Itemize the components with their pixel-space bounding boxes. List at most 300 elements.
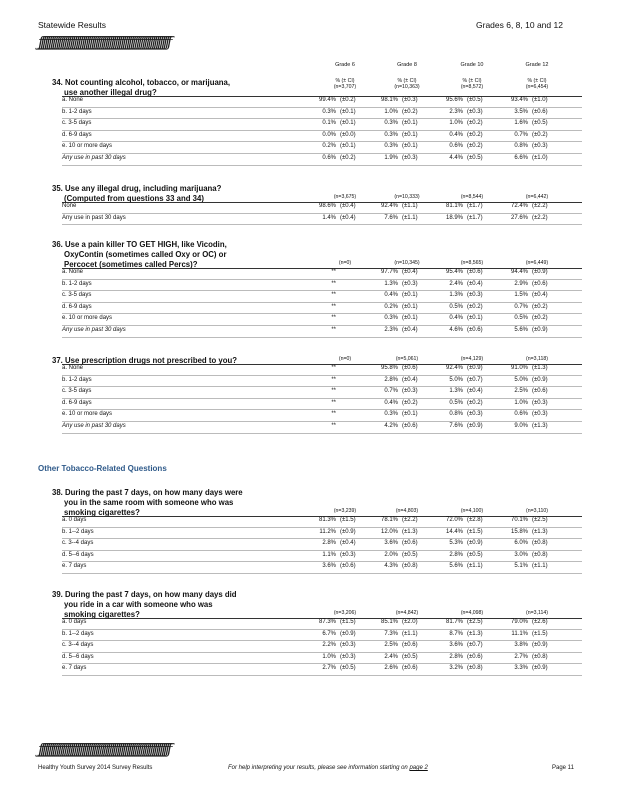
percent-value: 5.1% xyxy=(514,563,528,570)
sample-size: (n=3,206) xyxy=(333,610,357,616)
confidence-interval: (±1.3) xyxy=(402,528,418,535)
confidence-interval: (±0.9) xyxy=(532,665,548,672)
percent-value: 0.0% xyxy=(322,131,336,138)
confidence-interval: (±0.5) xyxy=(340,665,356,672)
confidence-interval: (±2.2) xyxy=(532,214,548,221)
percent-value: 2.9% xyxy=(514,280,528,287)
question-title-line: Percocet (sometimes called Percs)? xyxy=(64,260,198,269)
percent-value: 2.4% xyxy=(384,653,398,660)
percent-value: 4.2% xyxy=(384,423,398,429)
row-label: e. 7 days xyxy=(62,563,87,570)
percent-value: 95.8% xyxy=(380,365,398,371)
footer-help-text xyxy=(228,765,428,771)
question-title-line: you ride in a car with someone who was xyxy=(64,600,213,609)
percent-value: 0.4% xyxy=(384,399,398,406)
confidence-interval: (±0.9) xyxy=(340,630,356,637)
percent-value: 0.4% xyxy=(449,315,463,322)
sample-size: (n=5,061) xyxy=(395,356,419,362)
header-left: Statewide Results xyxy=(38,20,107,30)
percent-value: 1.9% xyxy=(384,155,398,161)
percent-value: 0.3% xyxy=(384,120,398,127)
confidence-interval: (±0.9) xyxy=(532,376,548,383)
percent-value: 0.4% xyxy=(449,131,463,138)
percent-value: 0.7% xyxy=(514,131,528,138)
question-title-line: 38. During the past 7 days, on how many days were xyxy=(52,488,243,497)
confidence-interval: (±0.5) xyxy=(467,551,483,558)
percent-value: 6.6% xyxy=(514,155,528,161)
confidence-interval: (±0.9) xyxy=(467,365,483,371)
confidence-interval: (±0.5) xyxy=(467,97,483,103)
percent-value: 1.6% xyxy=(514,120,528,127)
row-label: None xyxy=(62,203,77,209)
percent-value: ** xyxy=(331,269,336,275)
percent-value: 18.9% xyxy=(445,214,463,221)
percent-value: ** xyxy=(331,399,336,406)
question-title xyxy=(52,488,312,518)
percent-value: ** xyxy=(331,388,336,395)
percent-value: 7.6% xyxy=(449,423,463,429)
confidence-interval: (±0.2) xyxy=(340,155,356,161)
confidence-interval: (±0.1) xyxy=(402,131,418,138)
row-label: a. None xyxy=(62,365,84,371)
confidence-interval: (±0.3) xyxy=(532,143,548,150)
row-separator xyxy=(62,421,582,422)
confidence-interval: (±0.4) xyxy=(340,214,356,221)
percent-value: 92.4% xyxy=(445,365,463,371)
row-label: a. 0 days xyxy=(62,619,87,625)
confidence-interval: (±0.4) xyxy=(402,376,418,383)
percent-value: 0.3% xyxy=(384,315,398,322)
sample-size: (n=4,100) xyxy=(460,508,484,514)
confidence-interval: (±0.5) xyxy=(402,551,418,558)
grade-label: Grade 8 xyxy=(397,62,417,68)
confidence-interval: (±0.3) xyxy=(402,388,418,395)
sample-size: (n=6,454) xyxy=(525,84,549,90)
row-separator xyxy=(62,313,582,314)
confidence-interval: (±0.9) xyxy=(532,327,548,333)
percent-value: 3.6% xyxy=(449,642,463,649)
confidence-interval: (±0.4) xyxy=(402,327,418,333)
confidence-interval: (±2.6) xyxy=(532,619,548,625)
percent-value: 0.1% xyxy=(322,120,336,127)
row-label: a. None xyxy=(62,269,84,275)
footer-page-link[interactable]: page 2 xyxy=(409,765,428,771)
percent-value: 5.6% xyxy=(514,327,528,333)
sample-size: (n=4,842) xyxy=(395,610,419,616)
confidence-interval: (±0.3) xyxy=(532,399,548,406)
percent-value: 85.1% xyxy=(380,619,398,625)
row-separator xyxy=(62,279,582,280)
confidence-interval: (±0.6) xyxy=(402,423,418,429)
confidence-interval: (±0.1) xyxy=(402,411,418,418)
ci-label: % (± CI) xyxy=(527,78,547,84)
confidence-interval: (±0.1) xyxy=(402,303,418,310)
confidence-interval: (±1.7) xyxy=(467,203,483,209)
confidence-interval: (±0.7) xyxy=(467,376,483,383)
percent-value: 2.4% xyxy=(449,280,463,287)
percent-value: ** xyxy=(331,411,336,418)
confidence-interval: (±0.2) xyxy=(467,143,483,150)
percent-value: 5.6% xyxy=(449,563,463,570)
row-separator xyxy=(62,398,582,399)
row-label: c. 3-5 days xyxy=(62,120,92,127)
percent-value: 0.3% xyxy=(322,108,336,115)
question-title-line: OxyContin (sometimes called Oxy or OC) or xyxy=(64,250,227,259)
percent-value: 99.4% xyxy=(318,97,336,103)
confidence-interval: (±1.3) xyxy=(532,528,548,535)
percent-value: 2.7% xyxy=(322,665,336,672)
percent-value: 3.6% xyxy=(384,540,398,547)
row-label: e. 10 or more days xyxy=(62,315,113,322)
percent-value: 5.0% xyxy=(514,376,528,383)
percent-value: 2.8% xyxy=(384,376,398,383)
percent-value: 9.0% xyxy=(514,423,528,429)
sample-size: (n=8,544) xyxy=(460,194,484,200)
sample-size: (n=3,118) xyxy=(526,356,548,362)
sample-size: (n=0) xyxy=(338,260,352,266)
question-title-line: 39. During the past 7 days, on how many days did xyxy=(52,590,237,599)
confidence-interval: (±1.1) xyxy=(402,203,418,209)
confidence-interval: (±1.5) xyxy=(340,517,356,523)
ci-label: % (± CI) xyxy=(397,78,417,84)
confidence-interval: (±0.6) xyxy=(402,540,418,547)
row-separator xyxy=(62,337,582,338)
confidence-interval: (±0.3) xyxy=(467,108,483,115)
footer-page-number: Page 11 xyxy=(552,765,574,771)
percent-value: 14.4% xyxy=(445,528,463,535)
sample-size: (n=6,449) xyxy=(525,260,549,266)
row-separator xyxy=(62,409,582,410)
row-label: c. 3-5 days xyxy=(62,388,92,395)
row-separator xyxy=(62,224,582,225)
row-separator xyxy=(62,375,582,376)
percent-value: 8.7% xyxy=(449,630,463,637)
row-separator xyxy=(62,302,582,303)
row-label: d. 6-9 days xyxy=(62,131,92,138)
percent-value: 2.5% xyxy=(514,388,528,395)
percent-value: 81.1% xyxy=(445,203,463,209)
percent-value: 0.8% xyxy=(514,143,528,150)
percent-value: 0.7% xyxy=(514,303,528,310)
question-title-line: 36. Use a pain killer TO GET HIGH, like Vicodin, xyxy=(52,240,227,249)
confidence-interval: (±2.8) xyxy=(467,517,483,523)
percent-value: ** xyxy=(331,327,336,333)
confidence-interval: (±0.1) xyxy=(340,120,356,127)
percent-value: 6.0% xyxy=(514,540,528,547)
grade-label: Grade 12 xyxy=(525,62,549,68)
grade-header xyxy=(372,62,442,69)
percent-value: 0.3% xyxy=(384,143,398,150)
percent-value: 4.3% xyxy=(384,563,398,570)
sample-size: (n=3,114) xyxy=(526,610,548,616)
confidence-interval: (±1.3) xyxy=(467,630,483,637)
percent-value: 11.2% xyxy=(319,528,336,535)
row-label: c. 3--4 days xyxy=(62,540,94,547)
percent-value: 3.5% xyxy=(514,108,528,115)
percent-value: 3.3% xyxy=(514,665,528,672)
percent-value: 91.0% xyxy=(510,365,528,371)
confidence-interval: (±0.3) xyxy=(340,653,356,660)
confidence-interval: (±2.2) xyxy=(402,517,418,523)
confidence-interval: (±0.9) xyxy=(532,269,548,275)
percent-value: 3.8% xyxy=(514,642,528,649)
confidence-interval: (±0.1) xyxy=(402,143,418,150)
percent-value: 0.3% xyxy=(384,131,398,138)
percent-value: 12.0% xyxy=(380,528,398,535)
percent-value: 0.4% xyxy=(384,292,398,299)
footer-left: Healthy Youth Survey 2014 Survey Results xyxy=(38,765,153,771)
confidence-interval: (±0.2) xyxy=(402,399,418,406)
question-title-line: 34. Not counting alcohol, tobacco, or marijuana, xyxy=(52,78,231,87)
row-label: d. 5--6 days xyxy=(62,653,94,660)
confidence-interval: (±2.5) xyxy=(467,619,483,625)
percent-value: 0.2% xyxy=(322,143,336,150)
confidence-interval: (±0.4) xyxy=(402,269,418,275)
row-separator xyxy=(62,118,582,119)
percent-value: 1.3% xyxy=(449,292,463,299)
confidence-interval: (±0.4) xyxy=(340,203,356,209)
percent-value: 95.4% xyxy=(445,269,463,275)
confidence-interval: (±0.6) xyxy=(532,280,548,287)
percent-value: 0.6% xyxy=(449,143,463,150)
sample-size: (n=4,098) xyxy=(460,610,484,616)
confidence-interval: (±0.2) xyxy=(532,303,548,310)
confidence-interval: (±0.4) xyxy=(467,280,483,287)
question-title-line: 35. Use any illegal drug, including marijuana? xyxy=(52,184,222,193)
confidence-interval: (±0.2) xyxy=(467,399,483,406)
percent-value: 7.3% xyxy=(384,630,398,637)
row-separator xyxy=(62,652,582,653)
percent-value: 2.7% xyxy=(514,653,528,660)
question-title-line: 37. Use prescription drugs not prescribed to you? xyxy=(52,356,237,365)
row-label: a. None xyxy=(62,97,84,103)
row-label: Any use in past 30 days xyxy=(62,327,126,333)
confidence-interval: (±0.9) xyxy=(340,528,356,535)
confidence-interval: (±2.2) xyxy=(532,203,548,209)
sample-size: (n=4,803) xyxy=(395,508,419,514)
sample-size: (n=8,565) xyxy=(460,260,484,266)
confidence-interval: (±0.1) xyxy=(402,120,418,127)
confidence-interval: (±0.3) xyxy=(402,97,418,103)
sample-size: (n=10,333) xyxy=(394,194,420,200)
percent-value: 2.3% xyxy=(384,327,398,333)
confidence-interval: (±0.3) xyxy=(340,642,356,649)
section-heading: Other Tobacco-Related Questions xyxy=(38,464,167,473)
percent-value: 70.1% xyxy=(510,517,528,523)
row-label: b. 1-2 days xyxy=(62,280,92,287)
sample-size: (n=3,707) xyxy=(333,84,357,90)
row-separator xyxy=(62,153,582,154)
percent-value: 94.4% xyxy=(510,269,528,275)
percent-value: 0.6% xyxy=(322,155,336,161)
confidence-interval: (±0.8) xyxy=(532,653,548,660)
row-separator xyxy=(62,663,582,664)
confidence-interval: (±0.6) xyxy=(340,563,356,570)
percent-value: 0.8% xyxy=(449,411,463,418)
percent-value: 79.0% xyxy=(510,619,528,625)
confidence-interval: (±0.2) xyxy=(340,97,356,103)
row-separator xyxy=(62,675,582,676)
row-label: e. 10 or more days xyxy=(62,411,113,418)
percent-value: 27.6% xyxy=(510,214,528,221)
confidence-interval: (±0.6) xyxy=(467,269,483,275)
sample-size: (n=3,239) xyxy=(333,508,357,514)
row-label: Any use in past 30 days xyxy=(62,214,126,221)
percent-value: ** xyxy=(331,292,336,299)
percent-value: 2.5% xyxy=(384,642,398,649)
percent-value: 81.3% xyxy=(318,517,336,523)
row-label: Any use in past 30 days xyxy=(62,155,126,161)
percent-value: 1.3% xyxy=(449,388,463,395)
grade-header xyxy=(437,62,507,69)
percent-value: 3.0% xyxy=(514,551,528,558)
confidence-interval: (±0.2) xyxy=(532,131,548,138)
confidence-interval: (±0.3) xyxy=(467,411,483,418)
row-separator xyxy=(62,538,582,539)
confidence-interval: (±0.6) xyxy=(402,642,418,649)
sample-size: (n=3,110) xyxy=(526,508,548,514)
sample-size: (n=8,572) xyxy=(460,84,484,90)
percent-value: 92.4% xyxy=(380,203,398,209)
confidence-interval: (±0.8) xyxy=(532,540,548,547)
confidence-interval: (±1.5) xyxy=(340,619,356,625)
confidence-interval: (±0.6) xyxy=(532,108,548,115)
confidence-interval: (±0.3) xyxy=(402,155,418,161)
question-title-line: smoking cigarettes? xyxy=(64,508,140,517)
row-separator xyxy=(62,640,582,641)
row-separator xyxy=(62,527,582,528)
confidence-interval: (±0.3) xyxy=(340,551,356,558)
percent-value: 2.8% xyxy=(449,653,463,660)
confidence-interval: (±0.5) xyxy=(402,653,418,660)
sample-size: (n=10,363) xyxy=(394,84,420,90)
percent-value: ** xyxy=(331,303,336,310)
confidence-interval: (±1.5) xyxy=(532,630,548,637)
row-label: c. 3--4 days xyxy=(62,642,94,649)
confidence-interval: (±0.3) xyxy=(532,411,548,418)
percent-value: 0.3% xyxy=(384,411,398,418)
percent-value: 72.0% xyxy=(445,517,463,523)
percent-value: 72.4% xyxy=(510,203,528,209)
question-title xyxy=(52,78,312,98)
row-label: e. 10 or more days xyxy=(62,143,113,150)
percent-value: 1.4% xyxy=(322,214,336,221)
confidence-interval: (±0.8) xyxy=(402,563,418,570)
row-label: d. 5--6 days xyxy=(62,551,94,558)
confidence-interval: (±1.1) xyxy=(467,563,483,570)
confidence-interval: (±0.9) xyxy=(532,642,548,649)
percent-value: 5.0% xyxy=(449,376,463,383)
row-separator xyxy=(62,386,582,387)
row-separator xyxy=(62,573,582,574)
percent-value: 98.1% xyxy=(380,97,398,103)
confidence-interval: (±0.6) xyxy=(467,327,483,333)
row-label: d. 6-9 days xyxy=(62,303,92,310)
confidence-interval: (±0.9) xyxy=(467,423,483,429)
percent-value: 97.7% xyxy=(380,269,398,275)
confidence-interval: (±0.1) xyxy=(467,315,483,322)
percent-value: 2.0% xyxy=(384,551,398,558)
row-label: b. 1-2 days xyxy=(62,376,92,383)
confidence-interval: (±0.7) xyxy=(467,642,483,649)
row-label: b. 1--2 days xyxy=(62,630,94,637)
percent-value: 1.1% xyxy=(322,551,336,558)
confidence-interval: (±0.0) xyxy=(340,131,356,138)
confidence-interval: (±0.4) xyxy=(532,292,548,299)
percent-value: 0.7% xyxy=(384,388,398,395)
percent-value: 1.0% xyxy=(384,108,398,115)
grade-label: Grade 10 xyxy=(460,62,484,68)
confidence-interval: (±0.2) xyxy=(402,108,418,115)
row-separator xyxy=(62,213,582,214)
row-label: Any use in past 30 days xyxy=(62,423,126,429)
percent-value: 87.3% xyxy=(318,619,336,625)
confidence-interval: (±0.1) xyxy=(340,143,356,150)
percent-value: 2.8% xyxy=(322,540,336,547)
percent-value: ** xyxy=(331,423,336,429)
percent-value: 78.1% xyxy=(380,517,398,523)
confidence-interval: (±0.4) xyxy=(340,540,356,547)
row-separator xyxy=(62,561,582,562)
row-label: e. 7 days xyxy=(62,665,87,672)
percent-value: ** xyxy=(331,315,336,322)
confidence-interval: (±1.3) xyxy=(532,423,548,429)
confidence-interval: (±0.8) xyxy=(467,665,483,672)
grade-header xyxy=(310,62,380,69)
percent-value: 2.8% xyxy=(449,551,463,558)
grade-header xyxy=(502,62,572,69)
row-label: d. 6-9 days xyxy=(62,399,92,406)
percent-value: 98.6% xyxy=(318,203,336,209)
row-separator xyxy=(62,141,582,142)
footer-middle: For help interpreting your results, please see information starting on xyxy=(228,765,408,771)
confidence-interval: (±1.0) xyxy=(532,97,548,103)
confidence-interval: (±1.1) xyxy=(402,214,418,221)
percent-value: 5.3% xyxy=(449,540,463,547)
confidence-interval: (±0.5) xyxy=(532,120,548,127)
question-title xyxy=(52,240,312,270)
confidence-interval: (±1.5) xyxy=(467,528,483,535)
confidence-interval: (±0.2) xyxy=(532,315,548,322)
confidence-interval: (±0.9) xyxy=(467,540,483,547)
percent-value: 0.5% xyxy=(449,399,463,406)
percent-value: 15.8% xyxy=(510,528,528,535)
confidence-interval: (±0.6) xyxy=(467,653,483,660)
row-separator xyxy=(62,130,582,131)
row-label: a. 0 days xyxy=(62,517,87,523)
row-label: b. 1-2 days xyxy=(62,108,92,115)
confidence-interval: (±0.1) xyxy=(340,108,356,115)
percent-value: ** xyxy=(331,376,336,383)
confidence-interval: (±0.6) xyxy=(402,365,418,371)
row-separator xyxy=(62,550,582,551)
percent-value: 0.6% xyxy=(514,411,528,418)
percent-value: 1.5% xyxy=(514,292,528,299)
header-right: Grades 6, 8, 10 and 12 xyxy=(476,20,563,30)
question-title-line: you in the same room with someone who was xyxy=(64,498,234,507)
row-label: b. 1--2 days xyxy=(62,528,94,535)
percent-value: ** xyxy=(331,365,336,371)
percent-value: 7.6% xyxy=(384,214,398,221)
confidence-interval: (±0.1) xyxy=(402,292,418,299)
confidence-interval: (±2.0) xyxy=(402,619,418,625)
confidence-interval: (±0.6) xyxy=(532,388,548,395)
percent-value: 3.6% xyxy=(322,563,336,570)
percent-value: 2.2% xyxy=(322,642,336,649)
percent-value: 1.0% xyxy=(514,399,528,406)
ci-label: % (± CI) xyxy=(462,78,482,84)
percent-value: 4.6% xyxy=(449,327,463,333)
